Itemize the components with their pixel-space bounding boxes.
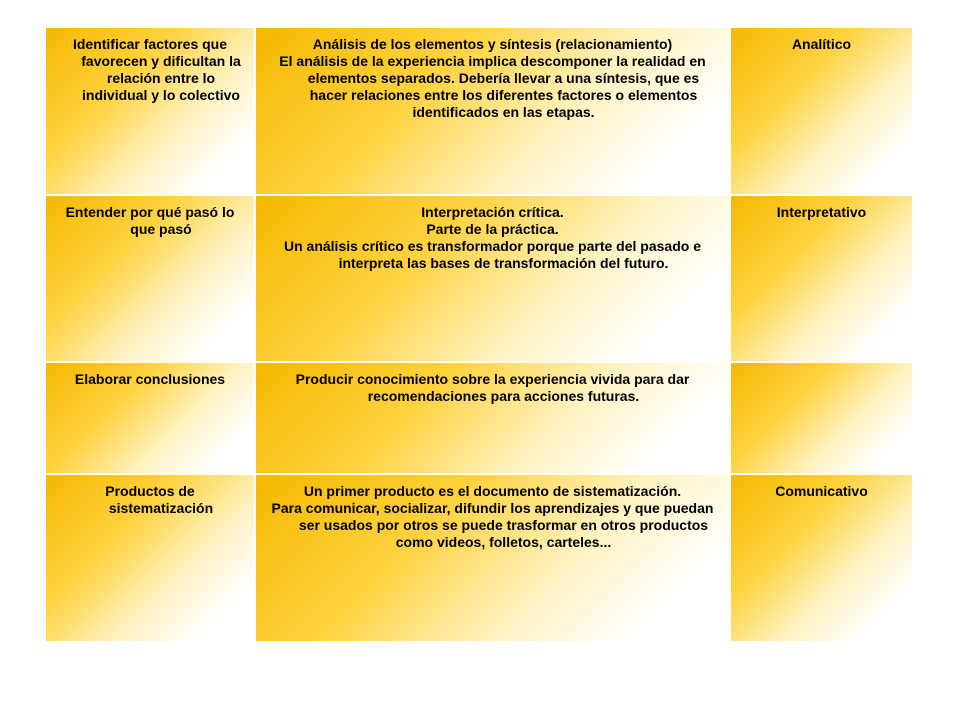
description-cell <box>256 28 731 196</box>
step-text: Productos de sistematización <box>105 483 214 516</box>
description-line: Interpretación crítica. <box>421 204 564 220</box>
step-text: Elaborar conclusiones <box>74 371 226 387</box>
systematization-table <box>46 28 914 643</box>
step-cell <box>46 363 256 475</box>
description-line: Un primer producto es el documento de sistematización. <box>303 483 682 499</box>
description-cell <box>256 475 731 643</box>
description-cell <box>256 196 731 363</box>
description-line: El análisis de la experiencia implica descomponer la realidad en elementos separados. Debería llevar a una síntesis, que es hacer relaciones entre los diferentes factores o elementos identificados en las etapas. <box>279 53 706 120</box>
step-cell <box>46 196 256 363</box>
step-cell <box>46 475 256 643</box>
description-line: Parte de la práctica. <box>426 221 559 237</box>
step-text: Entender por qué pasó lo que pasó <box>65 204 235 237</box>
description-line: Un análisis crítico es transformador porque parte del pasado e interpreta las bases de transformación del futuro. <box>283 238 701 271</box>
category-cell <box>731 475 914 643</box>
category-text: Analítico <box>791 36 852 52</box>
description-line: Análisis de los elementos y síntesis (relacionamiento) <box>312 36 673 52</box>
category-text: Comunicativo <box>775 483 868 499</box>
step-text: Identificar factores que favorecen y dificultan la relación entre lo individual y lo colectivo <box>72 36 241 103</box>
description-line: Producir conocimiento sobre la experiencia vivida para dar recomendaciones para acciones futuras. <box>295 371 690 404</box>
description-line: Para comunicar, socializar, difundir los aprendizajes y que puedan ser usados por otros se puede trasformar en otros productos como videos, folletos, carteles... <box>271 500 714 550</box>
category-text: Interpretativo <box>776 204 867 220</box>
category-cell <box>731 363 914 475</box>
category-cell <box>731 28 914 196</box>
description-cell <box>256 363 731 475</box>
category-cell <box>731 196 914 363</box>
step-cell <box>46 28 256 196</box>
